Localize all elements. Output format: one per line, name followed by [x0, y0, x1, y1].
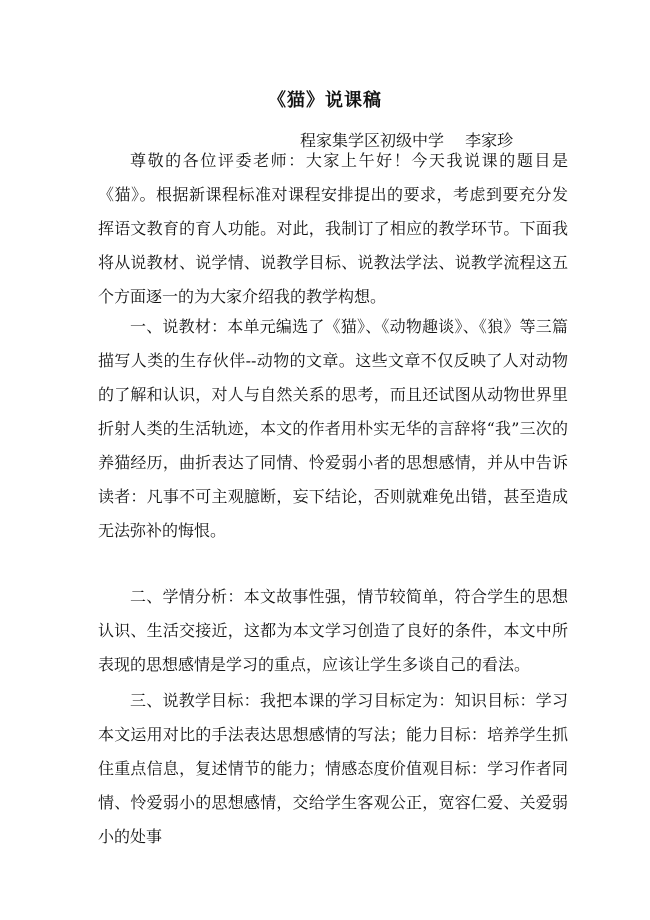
paragraph-teaching-materials: 一、说教材：本单元编选了《猫》、《动物趣谈》、《狼》等三篇描写人类的生存伙伴--动物的文章。这些文章不仅反映了人对动物的了解和认识，对人与自然关系的思考，而且还试图从动物世界里折射人类的生活轨迹，本文的作者用朴实无华的言辞将“我”三次的养猫经历，曲折表达了同情、怜爱弱小者的思想感情，并从中告诉读者：凡事不可主观臆断，妄下结论，否则就难免出错，甚至造成无法弥补的悔恨。: [98, 317, 568, 540]
paragraph-student-analysis: 二、学情分析：本文故事性强，情节较简单，符合学生的思想认识、生活交接近，这都为本文学习创造了良好的条件，本文中所表现的思想感情是学习的重点，应该让学生多谈自己的看法。: [98, 587, 568, 674]
paragraph-teaching-goals: 三、说教学目标：我把本课的学习目标定为：知识目标：学习本文运用对比的手法表达思想感情的写法；能力目标：培养学生抓住重点信息，复述情节的能力；情感态度价值观目标：学习作者同情、怜爱弱小的思想感情，交给学生客观公正，宽容仁爱、关爱弱小的处事: [98, 691, 568, 846]
document-title: 《猫》说课稿: [268, 90, 382, 111]
paragraph-intro: 尊敬的各位评委老师：大家上午好！今天我说课的题目是《猫》。根据新课程标准对课程安排提出的要求，考虑到要充分发挥语文教育的育人功能。对此，我制订了相应的教学环节。下面我将从说教材、说学情、说教学目标、说教法学法、说教学流程这五个方面逐一的为大家介绍我的教学构想。: [98, 151, 568, 306]
author-line: 程家集学区初级中学 李家珍: [300, 131, 514, 150]
